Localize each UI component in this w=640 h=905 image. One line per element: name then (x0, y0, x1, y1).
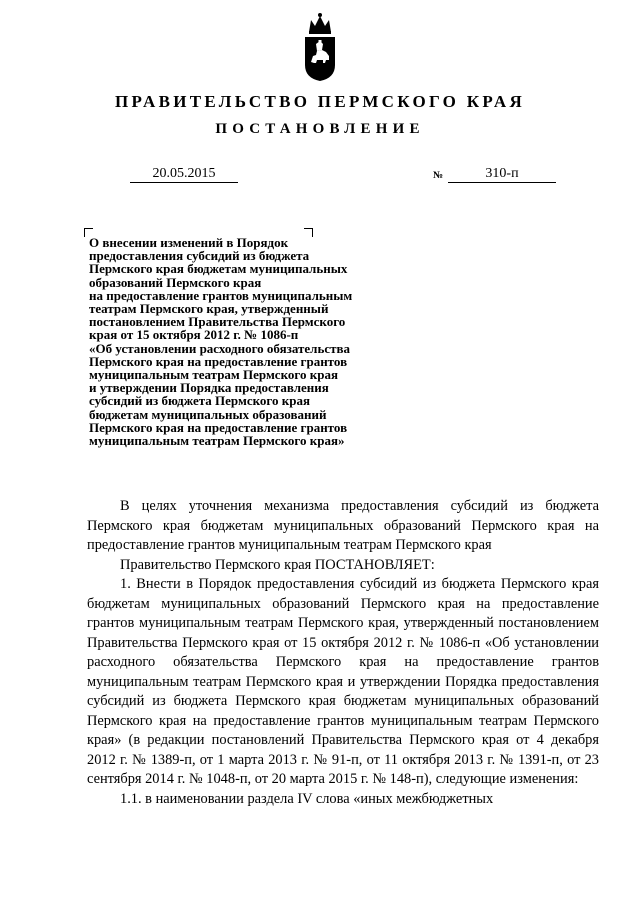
item-1-paragraph: 1. Внести в Порядок предоставления субсидий из бюджета Пермского края бюджетам муниципальных образований Пермского края на предоставление грантов муниципальным театрам Пермского края, утвержденный постановлением Правительства Пермского края от 15 октября 2012 г. № 1086-п «Об установлении расходного обязательства Пермского края на предоставление грантов муниципальным театрам Пермского края и утверждении Порядка предоставления субсидий из бюджета Пермского края бюджетам муниципальных образований Пермского края на предоставление грантов муниципальным театрам Пермского края» (в редакции постановлений Правительства Пермского края от 4 декабря 2012 г. № 1389-п, от 1 марта 2013 г. № 91-п, от 11 октября 2013 г. № 1391-п, от 23 сентября 2014 г. № 1048-п, от 20 марта 2015 г. № 148-п), следующие изменения: (87, 576, 599, 787)
government-title: ПРАВИТЕЛЬСТВО ПЕРМСКОГО КРАЯ (114, 92, 526, 111)
subject-line: О внесении изменений в Порядок (89, 235, 289, 250)
subject-line: муниципальным театрам Пермского края» (89, 433, 345, 449)
subject-line: и утверждении Порядка предоставления (89, 380, 329, 396)
document-subject (89, 236, 409, 447)
subject-line: Пермского края на предоставление грантов (89, 353, 348, 369)
item-1-1-paragraph: 1.1. в наименовании раздела IV слова «иных межбюджетных (120, 790, 494, 807)
document-type: ПОСТАНОВЛЕНИЕ (215, 121, 425, 137)
subject-line: театрам Пермского края, утвержденный (89, 301, 329, 317)
perm-krai-coat-of-arms-icon (302, 10, 338, 82)
preamble-paragraph: В целях уточнения механизма предоставления субсидий из бюджета Пермского края бюджетам муниципальных образований Пермского края на предоставление грантов муниципальным театрам Пермского края (87, 498, 599, 553)
subject-line: образований Пермского края (89, 274, 262, 290)
number-label: № (433, 170, 444, 181)
subject-line: бюджетам муниципальных образований (89, 406, 327, 422)
document-body (87, 497, 599, 809)
subject-line: на предоставление грантов муниципальным (89, 287, 353, 303)
resolves-paragraph: Правительство Пермского края ПОСТАНОВЛЯЕТ: (120, 556, 435, 573)
subject-line: постановлением Правительства Пермского (89, 314, 346, 330)
subject-line: субсидий из бюджета Пермского края (89, 393, 310, 409)
document-date: 20.05.2015 (130, 166, 238, 183)
subject-line: Пермского края бюджетам муниципальных (89, 261, 348, 277)
subject-line: «Об установлении расходного обязательства (89, 340, 351, 356)
subject-line: муниципальным театрам Пермского края (89, 367, 338, 383)
subject-line: Пермского края на предоставление грантов (89, 419, 348, 435)
subject-line: края от 15 октября 2012 г. № 1086-п (89, 327, 299, 343)
document-number: 310-п (448, 166, 556, 183)
subject-line: предоставления субсидий из бюджета (89, 248, 310, 264)
